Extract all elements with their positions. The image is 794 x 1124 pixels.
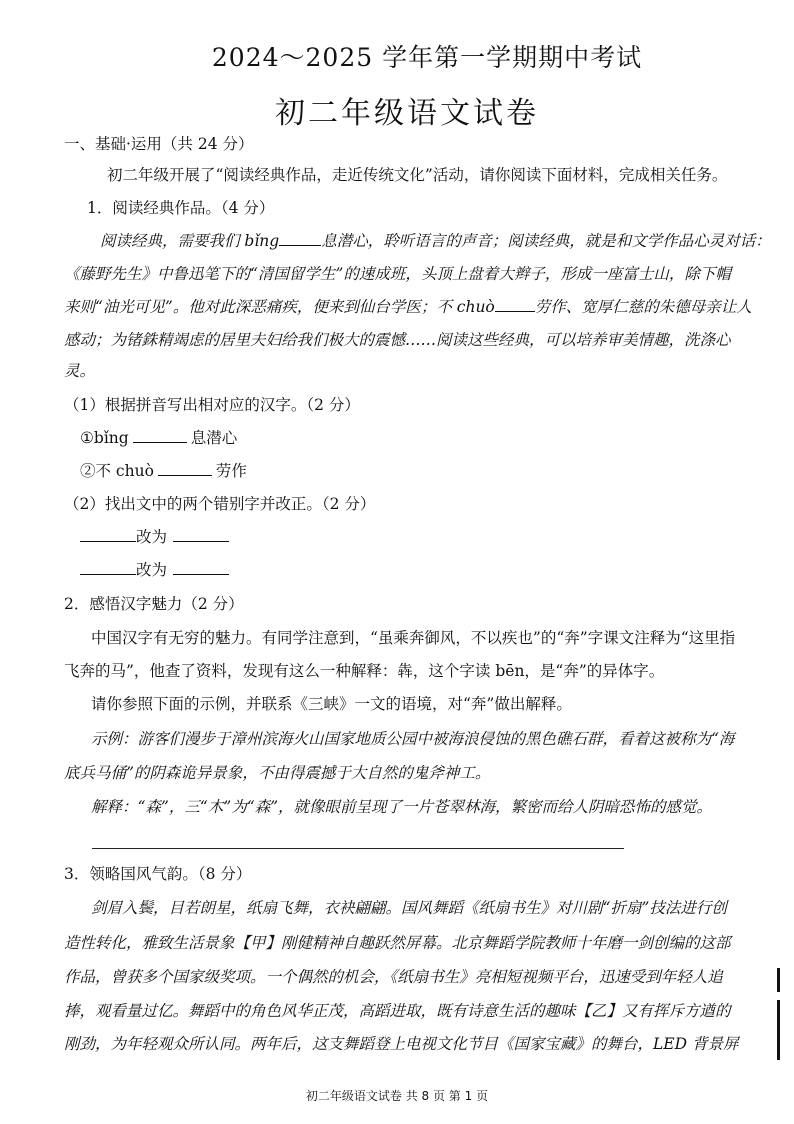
q2-paragraph-line: 飞奔的马”，他查了资料，发现有这么一种解释：犇，这个字读 bēn，是“奔”的异体字。 — [64, 662, 665, 680]
q2-answer-line[interactable] — [92, 848, 624, 849]
q3-passage-line: 造性转化，雅致生活景象【甲】刚健精神自趣跃然屏幕。北京舞蹈学院教师十年磨一剑创编的这部 — [64, 934, 731, 952]
q1-passage-line-3 — [64, 297, 752, 317]
q3-passage-line: 剑眉入鬓，目若朗星，纸扇飞舞，衣袂翩翩。国风舞蹈《纸扇书生》对川剧“折扇”技法进行创 — [91, 899, 727, 917]
change-label: 改为 — [136, 528, 168, 546]
q1-passage-line-2: 《藤野先生》中鲁迅笔下的“清国留学生”的速成班，头顶上盘着大辫子，形成一座富士山，除下帽 — [64, 265, 731, 283]
q1-sub2-label: （2）找出文中的两个错别字并改正。（2 分） — [64, 495, 376, 513]
q1-correction-row — [80, 527, 229, 547]
q1-passage-text: 息潜心，聆听语言的声音；阅读经典，就是和文学作品心灵对话： — [321, 232, 771, 250]
q1-passage-line-5: 灵。 — [64, 362, 96, 380]
answer-blank[interactable] — [173, 527, 229, 542]
answer-blank[interactable] — [133, 428, 187, 443]
q3-passage-line: 刚劲，为年轻观众所认同。两年后，这支舞蹈登上电视文化节目《国家宝藏》的舞台，LED 背景屏 — [64, 1035, 739, 1053]
q3-passage-line: 作品，曾获多个国家级奖项。一个偶然的机会，《纸扇书生》亮相短视频平台，迅速受到年轻人追 — [64, 968, 723, 986]
change-label: 改为 — [136, 561, 168, 579]
q1-sub1-item2 — [80, 461, 247, 481]
q1-sub1-label: （1）根据拼音写出相对应的汉字。（2 分） — [64, 396, 360, 414]
scan-edge-mark — [777, 1000, 780, 1060]
q1-sub1-item1 — [80, 428, 237, 448]
answer-blank[interactable] — [80, 527, 136, 542]
answer-blank[interactable] — [173, 560, 229, 575]
q1-title: 1．阅读经典作品。（4 分） — [87, 199, 275, 217]
q2-example-line: 底兵马俑”的阴森诡异景象，不由得震撼于大自然的鬼斧神工。 — [64, 764, 491, 782]
q2-instruction: 请你参照下面的示例，并联系《三峡》一文的语境，对“奔”做出解释。 — [91, 695, 572, 713]
prompt-suffix: 息潜心 — [190, 429, 238, 447]
prompt-suffix: 劳作 — [215, 462, 247, 480]
q1-passage-line-1 — [100, 231, 771, 251]
answer-blank[interactable] — [80, 560, 136, 575]
answer-blank[interactable] — [158, 461, 212, 476]
pinyin-prompt: ②不 chuò — [80, 462, 154, 480]
q1-passage-line-4: 感动；为锗銖精竭虑的居里夫妇给我们极大的震憾……阅读这些经典，可以培养审美情趣，洗涤心 — [64, 331, 731, 349]
exam-title: 2024～2025 学年第一学期期中考试 — [211, 43, 643, 72]
scan-edge-mark — [777, 968, 780, 992]
q3-title: 3．领略国风气韵。（8 分） — [64, 865, 252, 883]
page-footer: 初二年级语文试卷 共 8 页 第 1 页 — [305, 1089, 489, 1103]
q2-explanation: 解释：“森”，三“木”为“森”，就像眼前呈现了一片苍翠林海，繁密而给人阴暗恐怖的感觉。 — [91, 798, 713, 816]
q1-correction-row — [80, 560, 229, 580]
exam-subtitle: 初二年级语文试卷 — [275, 96, 539, 131]
answer-blank[interactable] — [279, 231, 321, 246]
q2-title: 2．感悟汉字魅力（2 分） — [64, 595, 244, 613]
pinyin-prompt: ①bǐng — [80, 429, 129, 447]
q1-passage-text: 阅读经典，需要我们 bǐng — [100, 232, 280, 250]
q2-example-line: 示例：游客们漫步于漳州滨海火山国家地质公园中被海浪侵蚀的黑色礁石群，看着这被称为“海 — [91, 730, 735, 748]
q3-passage-line: 捧，观看量过亿。舞蹈中的角色风华正茂，高蹈进取，既有诗意生活的趣味【乙】又有挥斥方遒的 — [64, 1002, 731, 1020]
q1-passage-text: 劳作、宽厚仁慈的朱德母亲让人 — [534, 298, 752, 316]
q1-passage-text: 来则“油光可见”。他对此深恶痛疾，便来到仙台学医；不 chuò — [64, 298, 495, 316]
section-intro: 初二年级开展了“阅读经典作品，走近传统文化”活动，请你阅读下面材料，完成相关任务。 — [107, 166, 728, 184]
section-heading: 一、基础·运用（共 24 分） — [64, 135, 254, 153]
answer-blank[interactable] — [495, 297, 535, 312]
q2-paragraph-line: 中国汉字有无穷的魅力。有同学注意到，“虽乘奔御风，不以疾也”的“奔”字课文注释为“这里指 — [91, 629, 736, 647]
